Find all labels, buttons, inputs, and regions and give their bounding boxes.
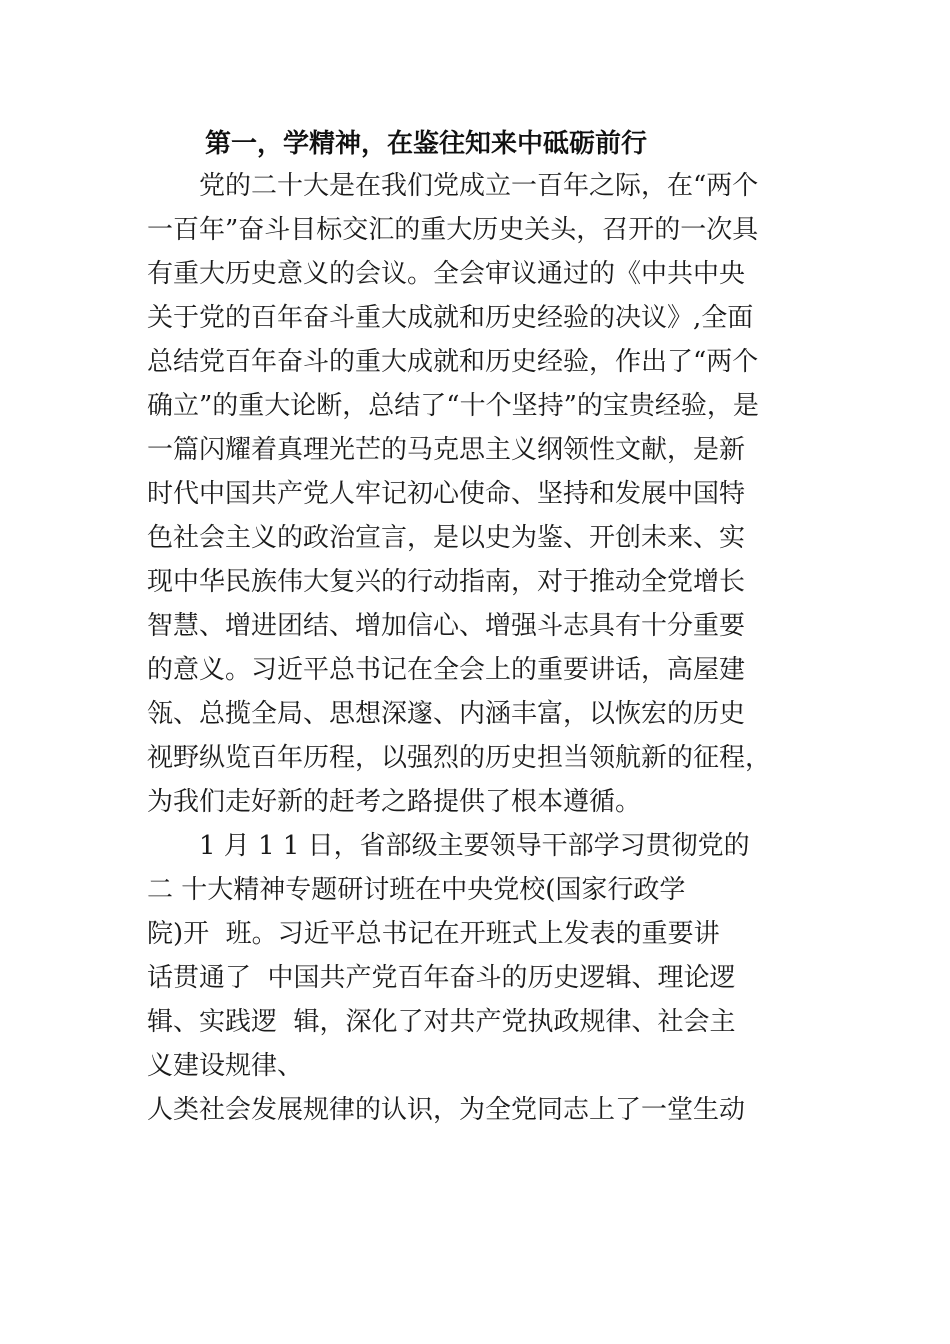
paragraph-2-line: 院)开 班。习近平总书记在开班式上发表的重要讲 (147, 919, 720, 949)
paragraph-1-line: 有重大历史意义的会议。全会审议通过的《中共中央 (147, 259, 746, 289)
paragraph-1-line: 的意义。习近平总书记在全会上的重要讲话，高屋建 (147, 655, 746, 685)
paragraph-1-line: 一百年”奋斗目标交汇的重大历史关头，召开的一次具 (147, 215, 759, 245)
paragraph-1-line: 总结党百年奋斗的重大成就和历史经验，作出了“两个 (147, 347, 759, 377)
paragraph-1-line: 现中华民族伟大复兴的行动指南，对于推动全党增长 (147, 567, 746, 597)
paragraph-1-line: 党的二十大是在我们党成立一百年之际，在“两个 (147, 171, 759, 201)
section-heading: 第一，学精神，在鉴往知来中砥砺前行 (205, 129, 648, 159)
paragraph-2-line: 辑、实践逻 辑，深化了对共产党执政规律、社会主 (147, 1007, 736, 1037)
paragraph-1-line: 色社会主义的政治宣言，是以史为鉴、开创未来、实 (147, 523, 746, 553)
paragraph-1-line: 确立”的重大论断，总结了“十个坚持”的宝贵经验，是 (147, 391, 759, 421)
paragraph-1-line: 智慧、增进团结、增加信心、增强斗志具有十分重要 (147, 611, 746, 641)
paragraph-1-line: 时代中国共产党人牢记初心使命、坚持和发展中国特 (147, 479, 746, 509)
paragraph-2-line: 二 十大精神专题研讨班在中央党校(国家行政学 (147, 875, 686, 905)
paragraph-1-line: 为我们走好新的赶考之路提供了根本遵循。 (147, 787, 642, 817)
paragraph-1-line: 瓴、总揽全局、思想深邃、内涵丰富，以恢宏的历史 (147, 699, 746, 729)
paragraph-2-line: 人类社会发展规律的认识，为全党同志上了一堂生动 (147, 1095, 746, 1125)
paragraph-1-line: 视野纵览百年历程，以强烈的历史担当领航新的征程， (147, 743, 772, 773)
paragraph-1-line: 关于党的百年奋斗重大成就和历史经验的决议》,全面 (147, 303, 754, 333)
paragraph-2-line: 话贯通了 中国共产党百年奋斗的历史逻辑、理论逻 (147, 963, 736, 993)
paragraph-2-line: 1 月 1 1 日，省部级主要领导干部学习贯彻党的 (147, 831, 750, 861)
paragraph-2-line: 义建设规律、 (147, 1051, 304, 1081)
paragraph-1-line: 一篇闪耀着真理光芒的马克思主义纲领性文献，是新 (147, 435, 746, 465)
